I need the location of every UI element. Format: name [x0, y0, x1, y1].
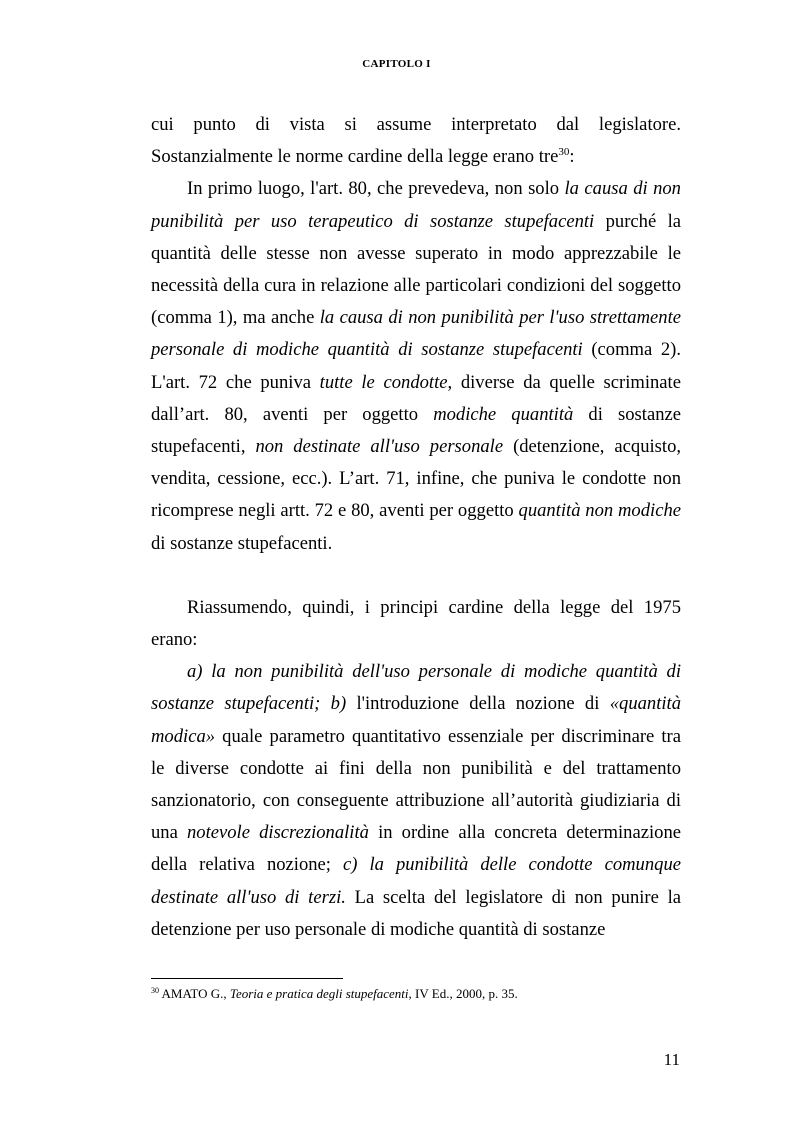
paragraph-gap [151, 560, 681, 592]
p3-text: Riassumendo, quindi, i principi cardine della legge del 1975 erano: [151, 596, 681, 651]
p4-text-2: quale parametro quantitativo essenziale per discriminare tra le diverse condotte ai fini della non punibilità e del trattamento sanzionatorio, con conseguente attribuzione all’autorità giudiziaria di una [151, 725, 681, 844]
footnote-ref-30: 30 [558, 146, 570, 159]
p2-text-7: di sostanze stupefacenti. [151, 532, 333, 554]
p4-italic-4: c) la punibilità delle condotte comunque destinate all'uso di terzi. [151, 854, 681, 908]
paragraph-1 [151, 109, 681, 173]
p4-text-4: La scelta del legislatore di non punire la detenzione per uso personale di modiche quantità di sostanze [151, 886, 681, 940]
p4-italic-2: «quantità modica» [151, 693, 681, 747]
p2-italic-6: quantità non modiche [518, 500, 681, 522]
p1-text: cui punto di vista si assume interpretato dal legislatore. Sostanzialmente le norme cardine della legge erano tre [151, 114, 681, 168]
paragraph-2 [151, 173, 681, 559]
body-text [151, 109, 681, 946]
p2-text-5: di sostanze stupefacenti, [151, 403, 682, 458]
footnote-text-2: , IV Ed., 2000, p. 35. [408, 986, 518, 1001]
p1-text-end: : [569, 146, 575, 168]
p4-text-3: in ordine alla concreta determinazione della relativa nozione; [151, 822, 681, 876]
paragraph-4 [151, 656, 681, 946]
p4-italic-3: notevole discrezionalità [186, 822, 369, 844]
paragraph-3 [151, 592, 681, 656]
footnote-text-1: AMATO G., [159, 986, 230, 1001]
p2-text-1: In primo luogo, l'art. 80, che prevedeva, non solo [187, 178, 565, 200]
footnote-separator [151, 978, 343, 979]
page-number: 11 [663, 1050, 680, 1069]
p4-text-1: l'introduzione della nozione di [346, 693, 610, 715]
footnote-book-title: Teoria e pratica degli stupefacenti [229, 986, 409, 1001]
p2-italic-2: la causa di non punibilità per l'uso strettamente personale di modiche quantità di sostanze stupefacenti [151, 307, 681, 361]
p2-text-3: (comma 2). L'art. 72 che puniva [151, 339, 682, 393]
chapter-header: CAPITOLO I [362, 58, 431, 70]
p2-italic-5: non destinate all'uso personale [255, 436, 504, 458]
p2-text-4: , diverse da quelle scriminate dall’art. 80, aventi per oggetto [151, 371, 681, 425]
p2-text-6: (detenzione, acquisto, vendita, cessione, ecc.). L’art. 71, infine, che puniva le condotte non ricomprese negli artt. 72 e 80, aventi per oggetto [151, 436, 682, 522]
p2-italic-1: la causa di non punibilità per uso terapeutico di sostanze stupefacenti [151, 178, 681, 232]
p2-text-2: purché la quantità delle stesse non avesse superato in modo apprezzabile le necessità della cura in relazione alle particolari condizioni del soggetto (comma 1), ma anche [151, 210, 682, 329]
p4-italic-1: a) la non punibilità dell'uso personale di modiche quantità di sostanze stupefacenti; b) [151, 661, 681, 715]
footnote-30 [151, 986, 681, 1002]
footnote-number: 30 [151, 986, 159, 995]
p2-italic-4: modiche quantità [433, 403, 574, 425]
p2-italic-3: tutte le condotte [319, 371, 448, 393]
